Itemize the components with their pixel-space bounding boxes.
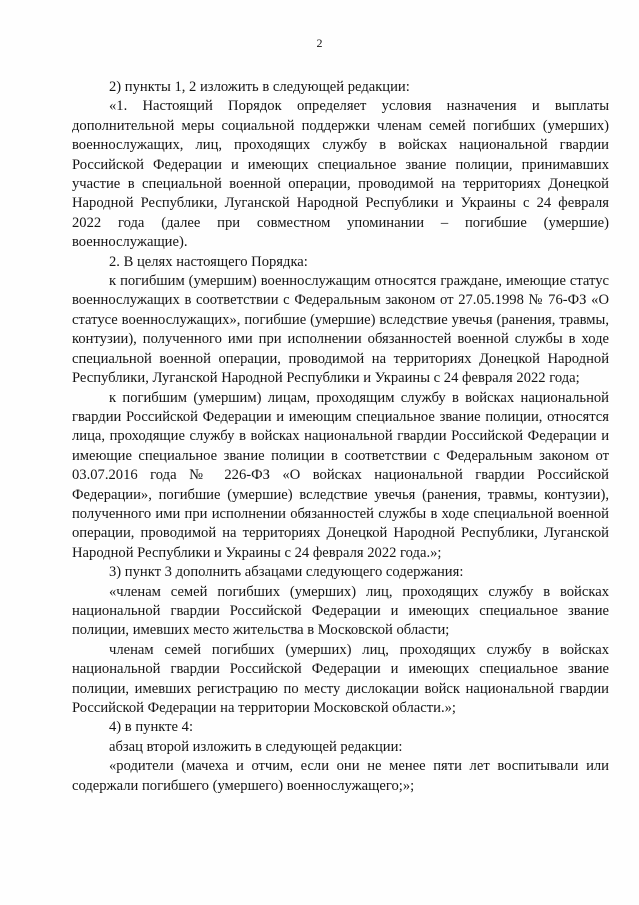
paragraph-clause-1: «1. Настоящий Порядок определяет условия назначения и выплаты дополнительной меры социальной поддержки членам семей погибших (умерших) военнослужащих, лиц, проходящих службу в войсках национальной гвардии Российской Федерации и имеющих специальное звание полиции, принимавших участие в специальной военной операции, проводимой на территориях Донецкой Народной Республики, Луганской Народной Республики и Украины с 24 февраля 2022 года (далее при совместном упоминании – погибшие (умершие) военнослужащие). <box>72 98 609 251</box>
paragraph-item-4: 4) в пункте 4: <box>109 719 194 736</box>
paragraph-item-3: 3) пункт 3 дополнить абзацами следующего содержания: <box>109 564 464 581</box>
paragraph-item-2: 2) пункты 1, 2 изложить в следующей редакции: <box>109 79 410 95</box>
document-body <box>72 78 609 796</box>
paragraph-registration: членам семей погибших (умерших) лиц, проходящих службу в войсках национальной гвардии Российской Федерации и имеющих специальное звание полиции, имевших регистрацию по месту дислокации войск национальной гвардии Российской Федерации на территории Московской области.»; <box>72 641 609 716</box>
paragraph-guard-definition: к погибшим (умершим) лицам, проходящим службу в войсках национальной гвардии Российской Федерации и имеющим специальное звание полиции, относятся лица, проходящие службу в войсках национальной гвардии Российской Федерации и имеющие специальное звание полиции в соответствии с Федеральным законом от 03.07.2016 года № 226-ФЗ «О войсках национальной гвардии Российской Федерации», погибшие (умершие) вследствие увечья (ранения, травмы, контузии), полученного ими при исполнении обязанностей службы в ходе специальной военной операции, проводимой на территориях Донецкой Народной Республики, Луганской Народной Республики и Украины с 24 февраля 2022 года.»; <box>72 389 609 561</box>
paragraph-residence: «членам семей погибших (умерших) лиц, проходящих службу в войсках национальной гвардии Российской Федерации и имеющих специальное звание полиции, имевших место жительства в Московской области; <box>72 583 609 639</box>
paragraph-servicemen-definition: к погибшим (умершим) военнослужащим относятся граждане, имеющие статус военнослужащих в соответствии с Федеральным законом от 27.05.1998 № 76-ФЗ «О статусе военнослужащих», погибшие (умершие) вследствие увечья (ранения, травмы, контузии), полученного ими при исполнении обязанностей военной службы в ходе специальной военной операции, проводимой на территориях Донецкой Народной Республики, Луганской Народной Республики и Украины с 24 февраля 2022 года; <box>72 273 609 387</box>
paragraph-second-abstract: абзац второй изложить в следующей редакции: <box>109 738 403 755</box>
paragraph-parents: «родители (мачеха и отчим, если они не менее пяти лет воспитывали или содержали погибшего (умершего) военнослужащего;»; <box>72 758 609 794</box>
page-number: 2 <box>316 36 323 50</box>
paragraph-clause-2: 2. В целях настоящего Порядка: <box>109 253 308 270</box>
